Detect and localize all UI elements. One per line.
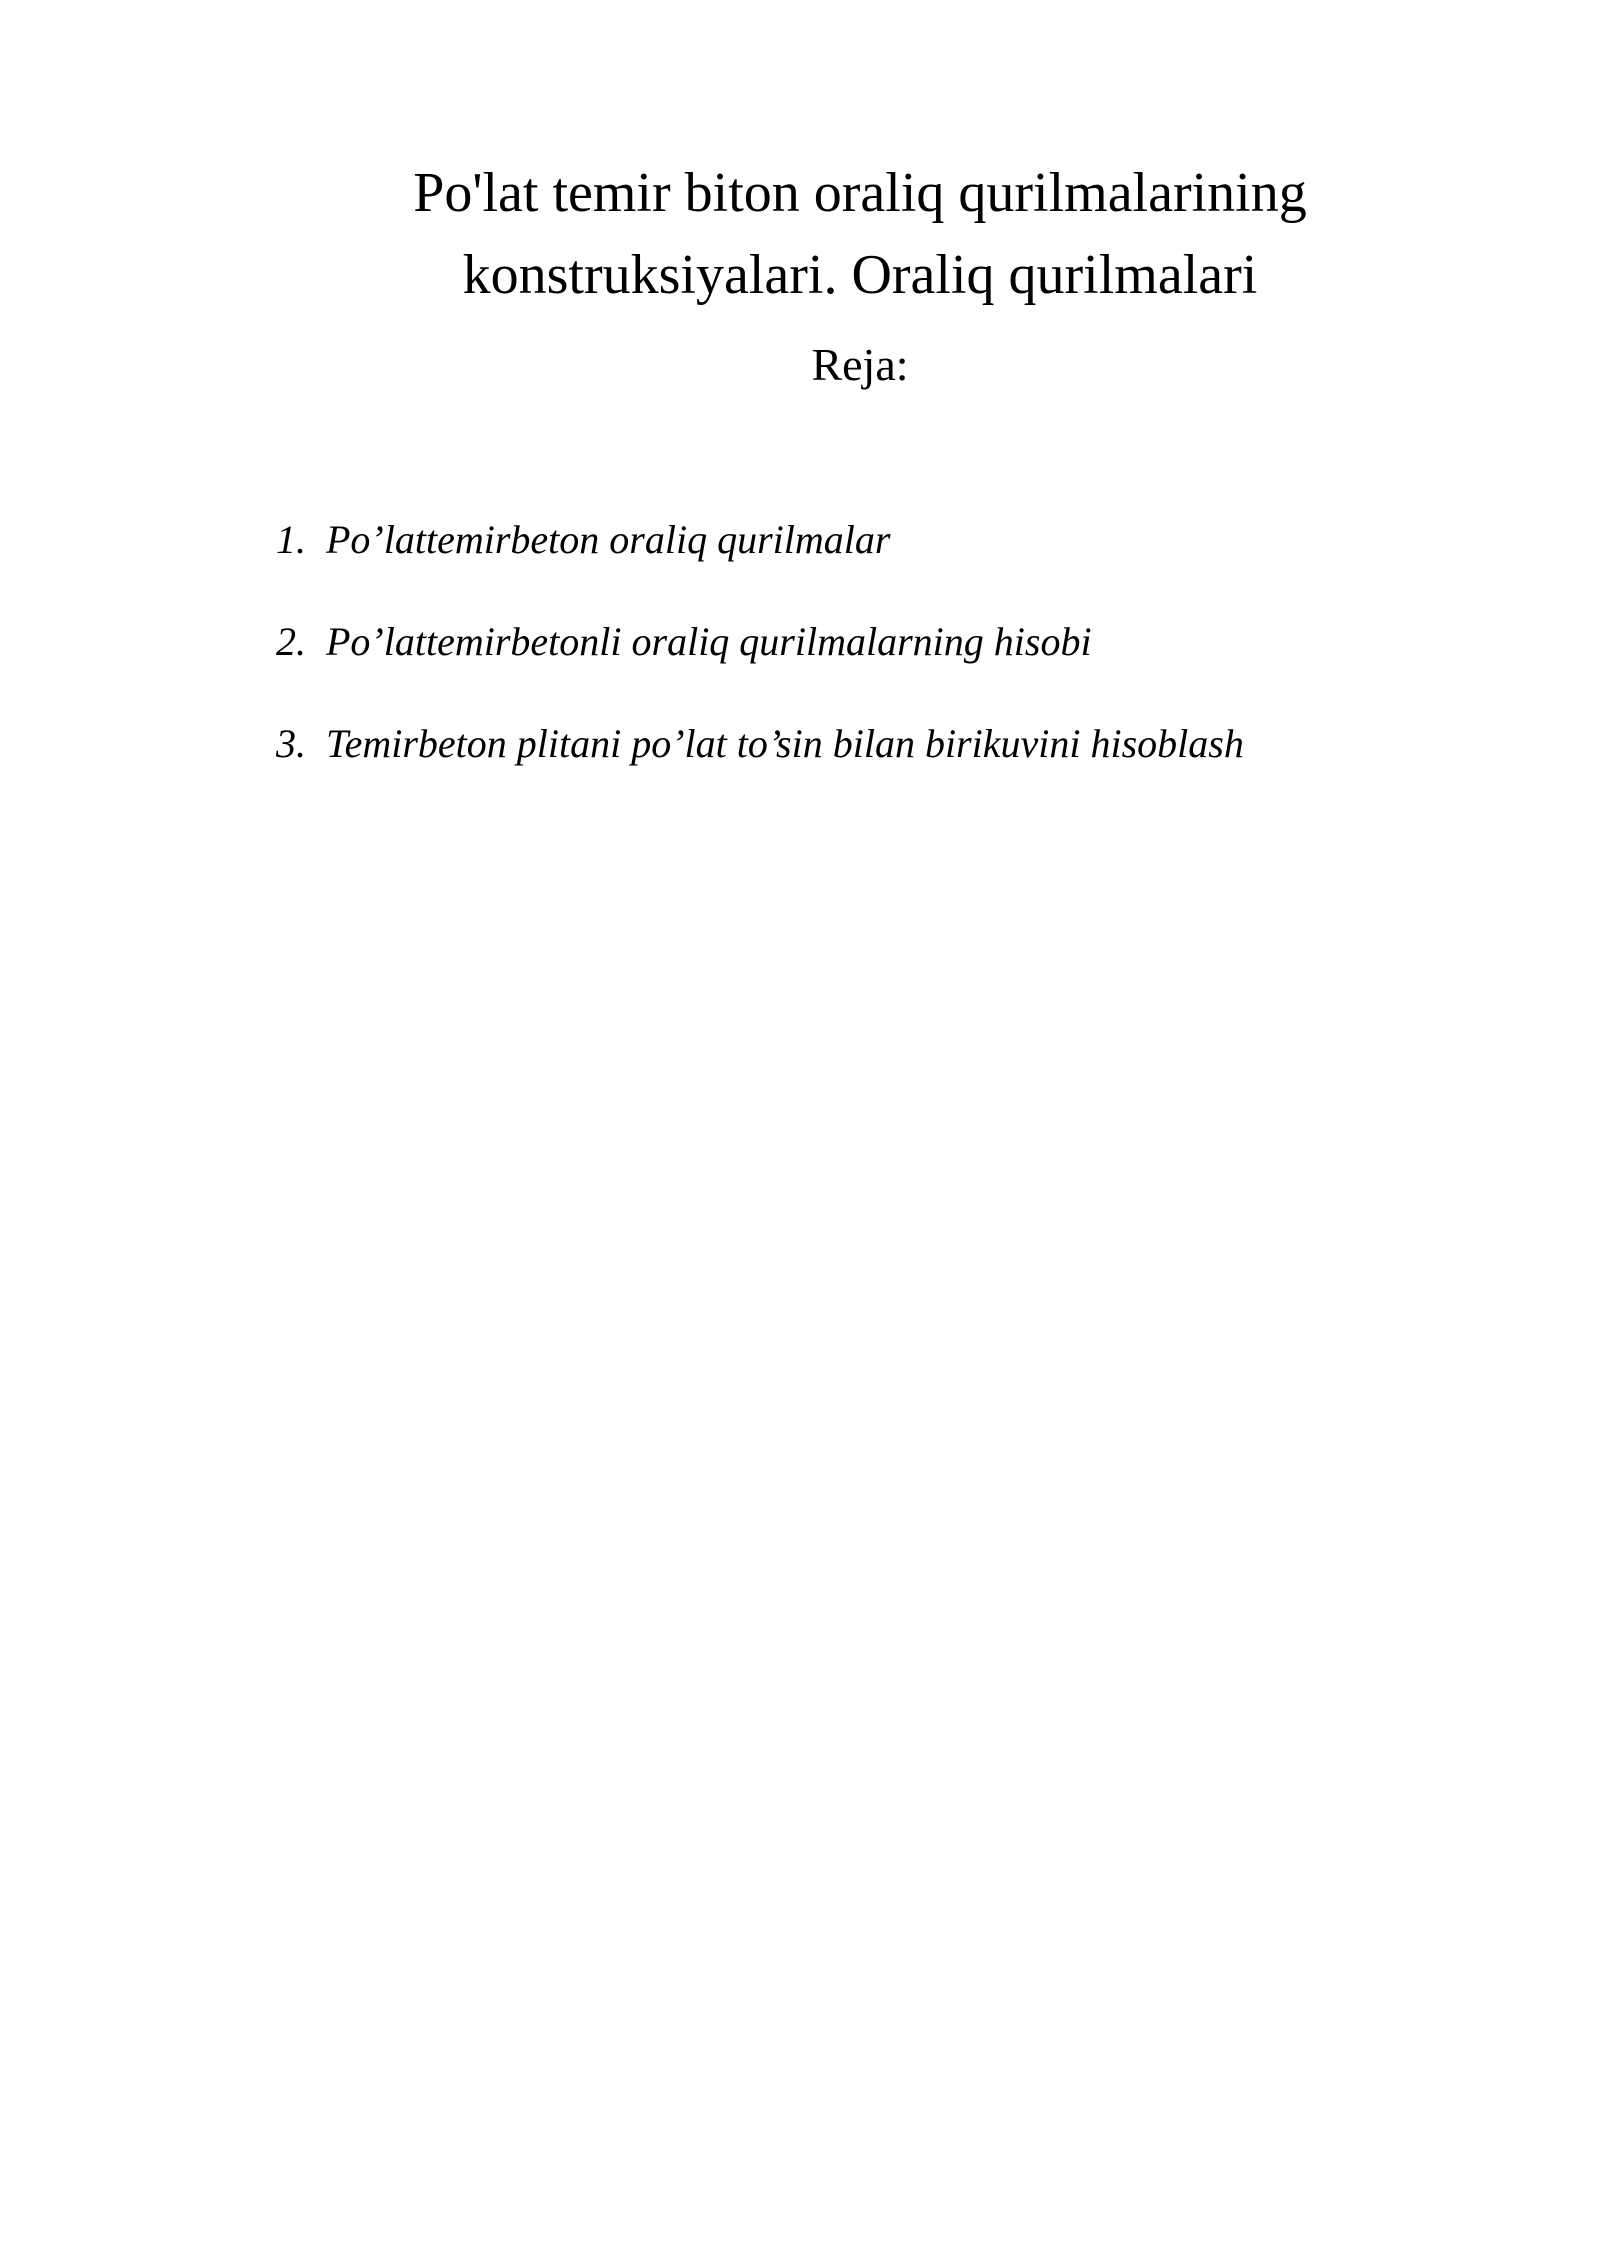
plan-item bbox=[276, 616, 1476, 668]
plan-item-number: 1. bbox=[276, 517, 306, 562]
plan-list bbox=[276, 514, 1476, 820]
plan-item-text: Po’lattemirbeton oraliq qurilmalar bbox=[326, 517, 891, 562]
plan-item-text: Temirbeton plitani po’lat to’sin bilan birikuvini hisoblash bbox=[326, 721, 1244, 766]
plan-item-number: 3. bbox=[276, 721, 306, 766]
plan-item-number: 2. bbox=[276, 619, 306, 664]
plan-item bbox=[276, 718, 1476, 770]
document-title-line: konstruksiyalari. Oraliq qurilmalari bbox=[462, 244, 1258, 306]
plan-heading: Reja: bbox=[811, 339, 909, 390]
document-title bbox=[260, 152, 1460, 316]
plan-item bbox=[276, 514, 1476, 566]
document-title-line: Po'lat temir biton oraliq qurilmalarining bbox=[413, 162, 1307, 224]
plan-item-text: Po’lattemirbetonli oraliq qurilmalarning hisobi bbox=[326, 619, 1092, 664]
